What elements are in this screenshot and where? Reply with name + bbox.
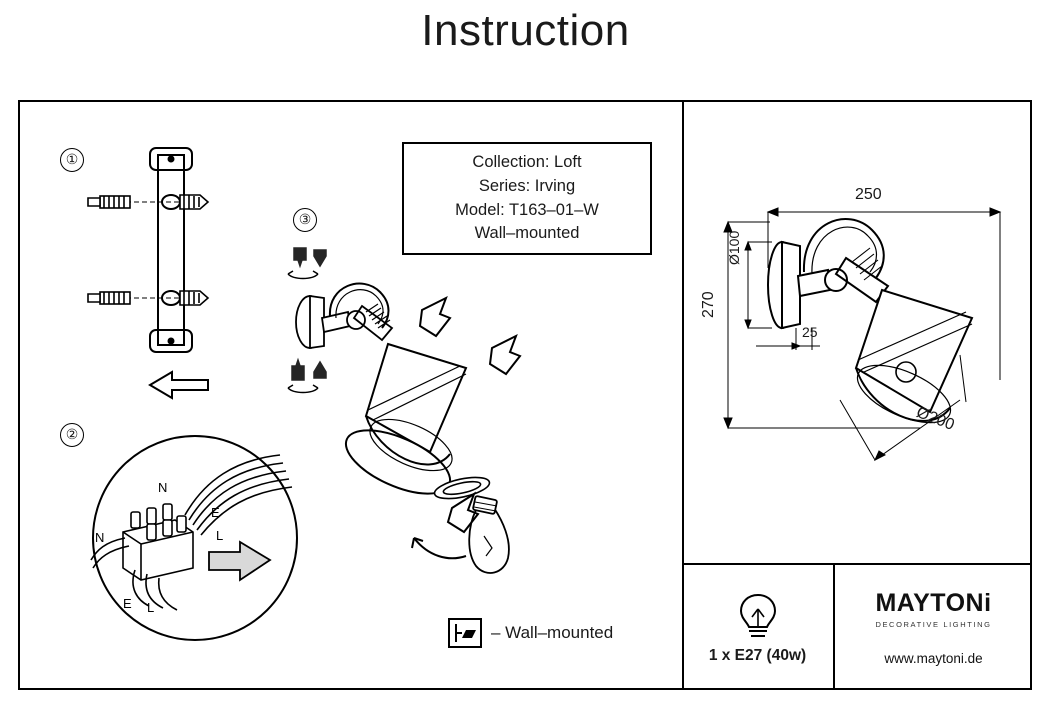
wire-label-l-bottom: L xyxy=(147,600,155,615)
step-number-3: ③ xyxy=(293,208,317,232)
info-mounting: Wall–mounted xyxy=(474,224,580,243)
dimension-label-base-diameter: Ø100 xyxy=(726,230,742,265)
bulb-icon xyxy=(736,591,780,641)
step3-lamp-exploded-drawing xyxy=(270,240,570,580)
wire-label-e-right: E xyxy=(211,505,220,520)
legend xyxy=(448,618,613,648)
dimension-drawing xyxy=(700,150,1030,550)
dimension-label-width: 250 xyxy=(855,186,882,203)
info-series: Series: Irving xyxy=(478,176,576,195)
info-collection: Collection: Loft xyxy=(472,152,582,171)
lamp-spec-cell xyxy=(682,565,833,690)
wire-label-n-left: N xyxy=(95,530,105,545)
dimension-label-base-depth: 25 xyxy=(802,324,818,340)
info-model: Model: T163–01–W xyxy=(455,200,599,219)
wall-mounted-icon xyxy=(448,618,482,648)
product-info-box xyxy=(402,142,652,255)
dimension-label-height: 270 xyxy=(700,291,717,318)
wire-label-l-right: L xyxy=(216,528,224,543)
lamp-spec-label: 1 x E27 (40w) xyxy=(708,646,807,664)
dimension-label-shade-diameter: Ø200 xyxy=(913,404,957,434)
wire-label-n-top: N xyxy=(158,480,168,495)
brand-tagline: DECORATIVE LIGHTING xyxy=(875,620,992,629)
brand-url: www.maytoni.de xyxy=(884,651,983,666)
page-title: Instruction xyxy=(421,6,630,55)
step-number-2: ② xyxy=(60,423,84,447)
brand-name: MAYTONi xyxy=(875,589,992,617)
wire-label-e-bottom: E xyxy=(123,596,132,611)
brand-cell xyxy=(835,565,1032,690)
legend-label: – Wall–mounted xyxy=(491,623,614,642)
step-number-1: ① xyxy=(60,148,84,172)
